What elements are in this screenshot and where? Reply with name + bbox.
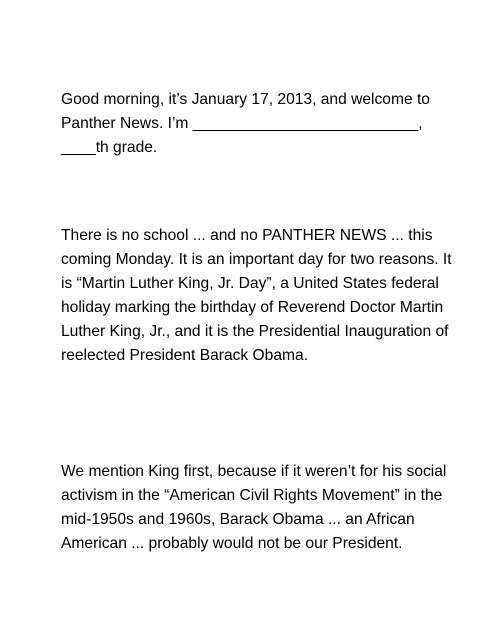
text-line: ____th grade. [61,139,158,156]
text-line: There is no school ... and no PANTHER NEWS ... this [61,227,433,244]
paragraph-holiday [61,224,452,368]
text-line: reelected President Barack Obama. [61,347,309,364]
text-line: Luther King, Jr., and it is the Presidential Inauguration of [61,323,449,340]
text-line: activism in the “American Civil Rights Movement” in the [61,487,443,504]
text-line: We mention King first, because if it weren’t for his social [61,463,447,480]
text-line: coming Monday. It is an important day for two reasons. It [61,251,452,268]
text-line: Panther News. I’m __________________________, [61,115,423,132]
text-line: holiday marking the birthday of Reverend Doctor Martin [61,299,444,316]
paragraph-king [61,460,447,556]
paragraph-greeting [61,88,441,160]
text-line: mid-1950s and 1960s, Barack Obama ... an African [61,511,415,528]
text-line: is “Martin Luther King, Jr. Day”, a United States federal [61,275,439,292]
text-line: American ... probably would not be our President. [61,535,403,552]
text-line: Good morning, it’s January 17, 2013, and welcome to [61,91,430,108]
